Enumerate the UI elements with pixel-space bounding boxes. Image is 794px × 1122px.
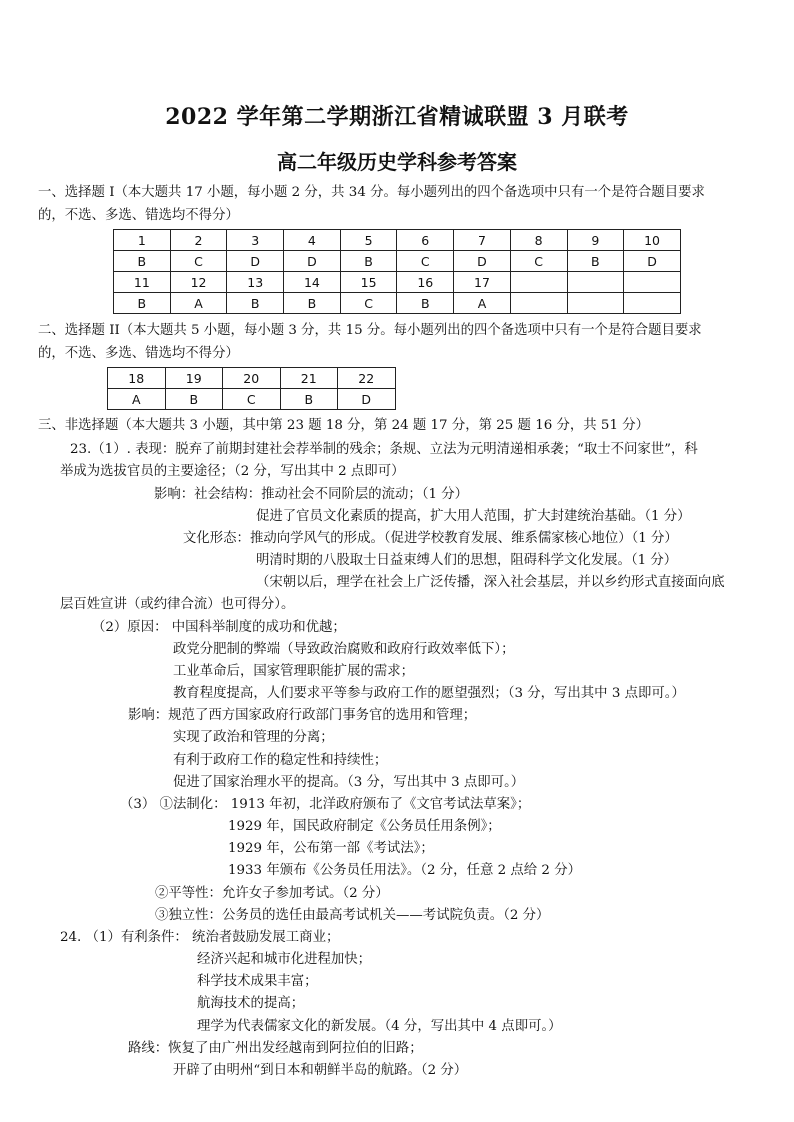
table-cell: 12 [170,272,227,293]
answer-line: 实现了政治和管理的分离； [173,730,334,745]
table-cell [510,272,567,293]
answer-line: 层百姓宣讲（或约律合流）也可得分）。 [60,597,295,612]
table-cell: B [114,251,171,272]
answer-line: 科学技术成果丰富； [197,974,318,989]
answer-line: 促进了官员文化素质的提高，扩大用人范围，扩大封建统治基础。（1 分） [256,509,691,524]
table-cell: B [284,293,341,314]
table-cell: 8 [510,230,567,251]
answer-table-2 [107,367,396,410]
answer-line: 有利于政府工作的稳定性和持续性； [173,753,388,768]
table-cell: B [567,251,624,272]
answer-line: 教育程度提高，人们要求平等参与政府工作的愿望强烈；（3 分，写出其中 3 点即可。） [173,686,685,701]
table-cell: 16 [397,272,454,293]
answer-line: 明清时期的八股取士日益束缚人们的思想，阻碍科学文化发展。（1 分） [256,553,678,568]
answer-line: 开辟了由明州“到日本和朝鲜半岛的航路。（2 分） [173,1063,468,1078]
table-cell: 18 [108,368,166,389]
answer-line: 1929 年，公布第一部《考试法》； [228,841,434,856]
answer-line: 工业革命后，国家管理职能扩展的需求； [173,664,415,679]
table-cell: D [338,389,396,410]
table-cell: A [454,293,511,314]
answer-line: 文化形态：推动向学风气的形成。（促进学校教育发展、维系儒家核心地位）（1 分） [183,531,678,546]
answer-line: 政党分肥制的弊端（导致政治腐败和政府行政效率低下）； [173,642,515,657]
answer-table-1 [113,229,681,314]
answer-line: （宋朝以后，理学在社会上广泛传播，深入社会基层，并以乡约形式直接面向底 [256,575,725,590]
table-row [108,368,396,389]
answer-line: 1933 年颁布《公务员任用法》。（2 分，任意 2 点给 2 分） [228,863,581,878]
table-row [108,389,396,410]
table-cell [624,272,681,293]
table-cell: C [397,251,454,272]
table-cell: 6 [397,230,454,251]
table-cell [510,293,567,314]
table-cell: B [227,293,284,314]
table-cell [624,293,681,314]
answer-line: ②平等性：允许女子参加考试。（2 分） [155,886,389,901]
answer-line: 促进了国家治理水平的提高。（3 分，写出其中 3 点即可。） [173,775,525,790]
table-cell: D [454,251,511,272]
table-cell: 15 [340,272,397,293]
table-cell: 3 [227,230,284,251]
answer-line: 航海技术的提高； [197,996,305,1011]
table-cell: 11 [114,272,171,293]
table-cell: 9 [567,230,624,251]
table-cell: A [170,293,227,314]
table-cell: B [340,251,397,272]
answer-line: 24. （1）有利条件： 统治者鼓励发展工商业； [60,930,340,945]
table-row [114,251,681,272]
table-cell: A [108,389,166,410]
answer-line: 影响：规范了西方国家政府行政部门事务官的选用和管理； [128,708,477,723]
table-cell: C [223,389,281,410]
table-cell: 10 [624,230,681,251]
page-subtitle: 高二年级历史学科参考答案 [277,150,517,174]
answer-line: 影响：社会结构：推动社会不同阶层的流动；（1 分） [154,487,469,502]
table-row [114,272,681,293]
table-cell: 20 [223,368,281,389]
table-cell: C [340,293,397,314]
table-cell: 19 [165,368,223,389]
section2-intro: 二、选择题 II（本大题共 5 小题，每小题 3 分，共 15 分。每小题列出的四个备选项中只有一个是符合题目要求 [38,323,702,338]
table-cell: 13 [227,272,284,293]
table-cell: C [170,251,227,272]
table-cell: 7 [454,230,511,251]
section3-intro: 三、非选择题（本大题共 3 小题，其中第 23 题 18 分，第 24 题 17 分，第 25 题 16 分，共 51 分） [38,418,650,433]
table-row [114,293,681,314]
section1-intro-cont: 的，不选、多选、错选均不得分） [38,208,239,223]
table-cell: B [114,293,171,314]
table-cell: D [624,251,681,272]
answer-line: （2）原因： 中国科举制度的成功和优越； [92,620,346,635]
table-cell: 17 [454,272,511,293]
table-cell: 22 [338,368,396,389]
table-cell: D [227,251,284,272]
table-cell: B [165,389,223,410]
table-cell: B [280,389,338,410]
answer-line: 举成为选拔官员的主要途径；（2 分，写出其中 2 点即可） [60,464,405,479]
table-cell [567,272,624,293]
answer-line: ③独立性：公务员的选任由最高考试机关——考试院负责。（2 分） [155,908,550,923]
table-cell: 1 [114,230,171,251]
table-cell: 2 [170,230,227,251]
table-cell: D [284,251,341,272]
table-cell: C [510,251,567,272]
answer-line: 理学为代表儒家文化的新发展。（4 分，写出其中 4 点即可。） [197,1019,562,1034]
answer-line: 路线：恢复了由广州出发经越南到阿拉伯的旧路； [128,1041,423,1056]
table-cell: 21 [280,368,338,389]
table-cell: 14 [284,272,341,293]
table-cell: 5 [340,230,397,251]
table-cell: B [397,293,454,314]
page-title: 2022 学年第二学期浙江省精诚联盟 3 月联考 [165,104,629,130]
table-cell: 4 [284,230,341,251]
section2-intro-cont: 的，不选、多选、错选均不得分） [38,346,239,361]
table-cell [567,293,624,314]
answer-line: 1929 年，国民政府制定《公务员任用条例》； [228,819,501,834]
answer-line: （3） ①法制化： 1913 年初，北洋政府颁布了《文官考试法草案》； [120,797,531,812]
answer-line: 经济兴起和城市化进程加快； [197,952,372,967]
table-row [114,230,681,251]
section1-intro: 一、选择题 I（本大题共 17 小题，每小题 2 分，共 34 分。每小题列出的四个备选项中只有一个是符合题目要求 [38,185,705,200]
answer-line: 23.（1）. 表现：脱弃了前期封建社会荐举制的残余；条规、立法为元明清递相承袭；“取士不问家世”，科 [70,442,698,457]
